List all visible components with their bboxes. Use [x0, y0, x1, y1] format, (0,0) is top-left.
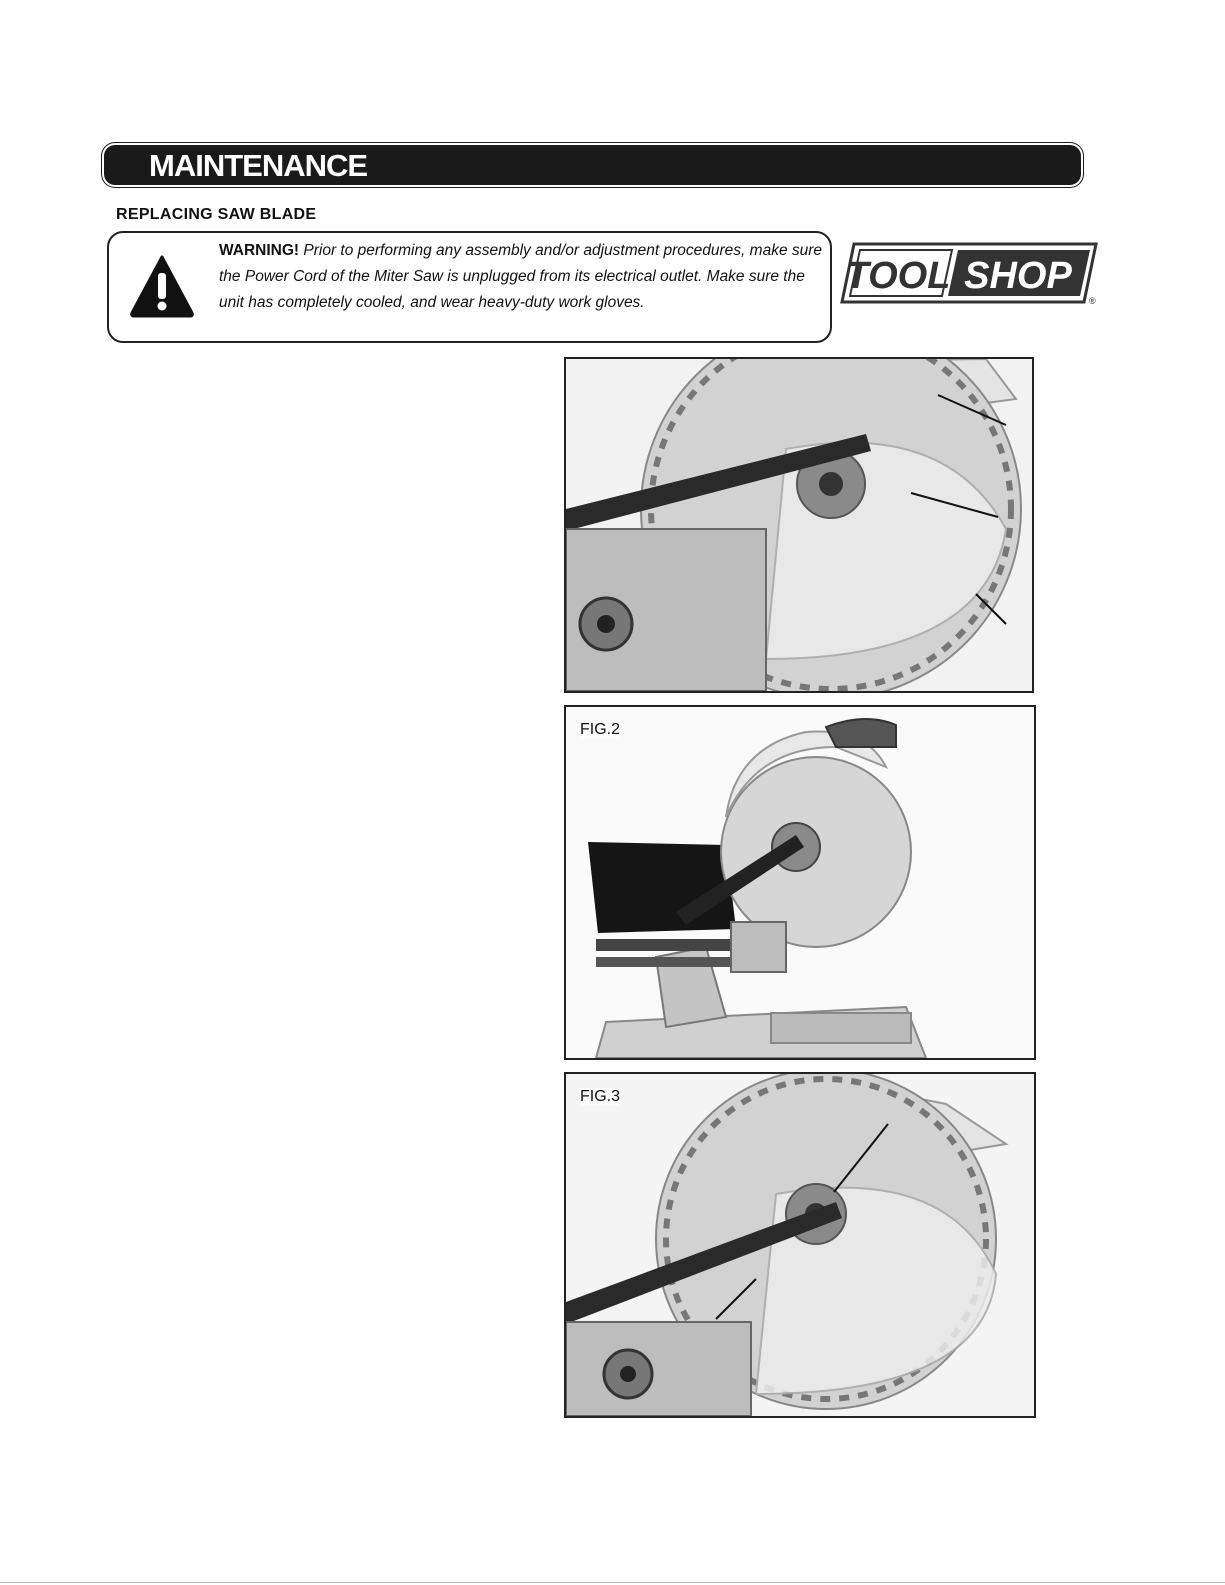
logo-word-shop: SHOP: [964, 255, 1072, 297]
figure-3: [564, 1072, 1036, 1418]
figure-2: [564, 705, 1036, 1060]
logo-word-tool: TOOL: [845, 255, 951, 297]
warning-lead: WARNING!: [219, 242, 300, 259]
figure-1: [564, 357, 1034, 693]
warning-box: [107, 231, 832, 343]
page-bottom-rule: [0, 1582, 1225, 1583]
logo-registered-mark: ®: [1089, 296, 1096, 306]
warning-body: Prior to performing any assembly and/or adjustment procedures, make sure the Power Cord of the Miter Saw is unplugged from its electrical outlet. Make sure the unit has completely cooled, and wear heavy-duty work gloves.: [219, 242, 823, 311]
figure-3-illustration: [566, 1074, 1034, 1416]
figure-label: FIG.2: [580, 721, 621, 738]
figure-2-illustration: [566, 707, 1034, 1058]
figure-label: FIG.3: [580, 1088, 621, 1105]
page-title: MAINTENANCE: [149, 148, 368, 183]
warning-triangle-icon: [129, 253, 195, 319]
section-title: REPLACING SAW BLADE: [116, 206, 317, 223]
figure-1-illustration: [566, 359, 1032, 691]
section-banner: [105, 146, 1080, 184]
warning-text: [219, 238, 824, 316]
tool-shop-logo: [840, 242, 1098, 306]
